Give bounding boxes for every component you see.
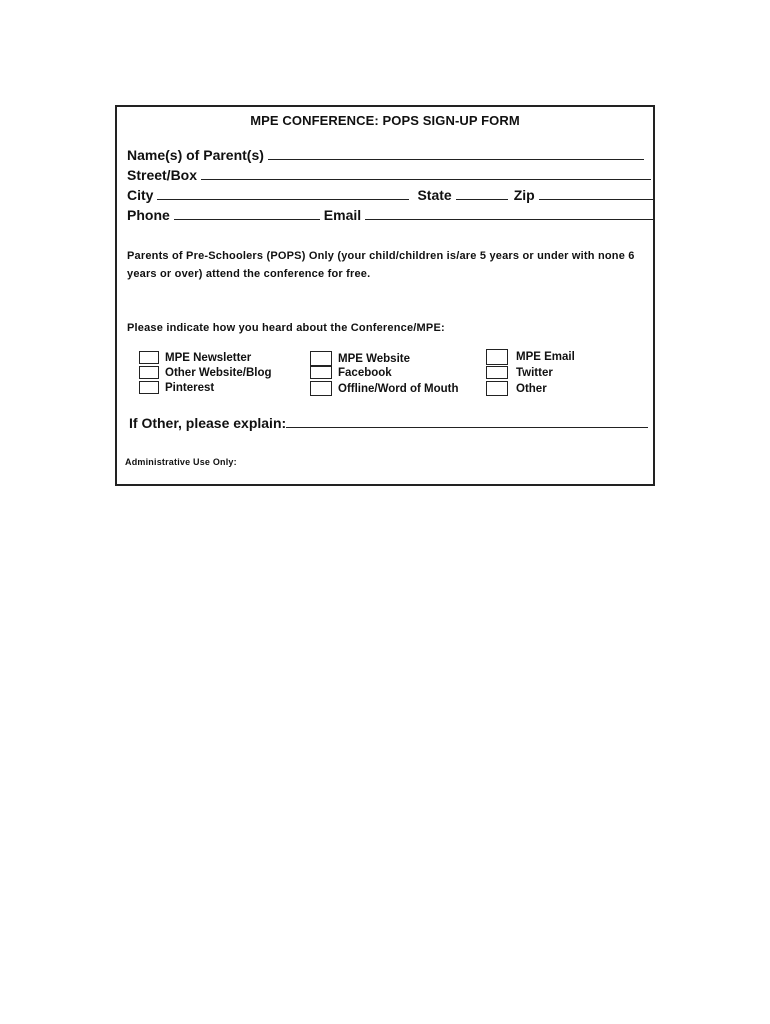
names-row	[127, 147, 648, 163]
city-state-zip-row	[127, 187, 659, 203]
phone-label: Phone	[127, 207, 170, 223]
option-label: Offline/Word of Mouth	[338, 382, 459, 395]
city-field[interactable]	[157, 187, 409, 200]
admin-use-label: Administrative Use Only:	[125, 457, 237, 467]
street-row	[127, 167, 655, 183]
checkbox[interactable]	[139, 351, 159, 364]
names-field[interactable]	[268, 147, 644, 160]
option-label: MPE Email	[516, 351, 575, 363]
option-label: MPE Website	[338, 352, 410, 365]
street-field[interactable]	[201, 167, 651, 180]
option-label: Facebook	[338, 366, 392, 379]
explain-field[interactable]	[286, 415, 648, 428]
zip-field[interactable]	[539, 187, 655, 200]
option-mpe-website[interactable]	[310, 351, 410, 366]
pops-info-text: Parents of Pre-Schoolers (POPS) Only (your child/children is/are 5 years or under with none 6 years or over) attend the conference for free.	[127, 250, 635, 280]
state-label: State	[417, 187, 452, 203]
option-label: Other Website/Blog	[165, 366, 272, 379]
checkbox[interactable]	[310, 381, 332, 396]
city-label: City	[127, 187, 154, 203]
heard-heading: Please indicate how you heard about the Conference/MPE:	[127, 322, 445, 334]
explain-label: If Other, please explain:	[129, 415, 287, 431]
names-label: Name(s) of Parent(s)	[127, 147, 264, 163]
email-label: Email	[323, 207, 362, 223]
checkbox[interactable]	[139, 366, 159, 379]
email-field[interactable]	[365, 207, 655, 220]
checkbox[interactable]	[310, 366, 332, 379]
option-pinterest[interactable]	[139, 381, 214, 394]
checkbox[interactable]	[139, 381, 159, 394]
option-twitter[interactable]	[486, 366, 553, 379]
explain-row	[129, 415, 648, 431]
option-label: Twitter	[516, 366, 553, 379]
checkbox[interactable]	[486, 349, 508, 365]
option-label: Other	[516, 382, 547, 395]
signup-form	[115, 105, 655, 486]
option-label: MPE Newsletter	[165, 351, 252, 364]
street-label: Street/Box	[127, 167, 198, 183]
option-other[interactable]	[486, 381, 547, 396]
zip-label: Zip	[513, 187, 535, 203]
phone-field[interactable]	[174, 207, 320, 220]
option-offline[interactable]	[310, 381, 459, 396]
state-field[interactable]	[456, 187, 508, 200]
phone-email-row	[127, 207, 659, 223]
option-mpe-email[interactable]	[486, 349, 575, 365]
checkbox[interactable]	[310, 351, 332, 366]
option-mpe-newsletter[interactable]	[139, 351, 251, 364]
option-other-website[interactable]	[139, 366, 272, 379]
form-title: MPE CONFERENCE: POPS SIGN-UP FORM	[250, 113, 520, 128]
checkbox[interactable]	[486, 366, 508, 379]
checkbox[interactable]	[486, 381, 508, 396]
option-label: Pinterest	[165, 381, 215, 394]
option-facebook[interactable]	[310, 366, 392, 379]
